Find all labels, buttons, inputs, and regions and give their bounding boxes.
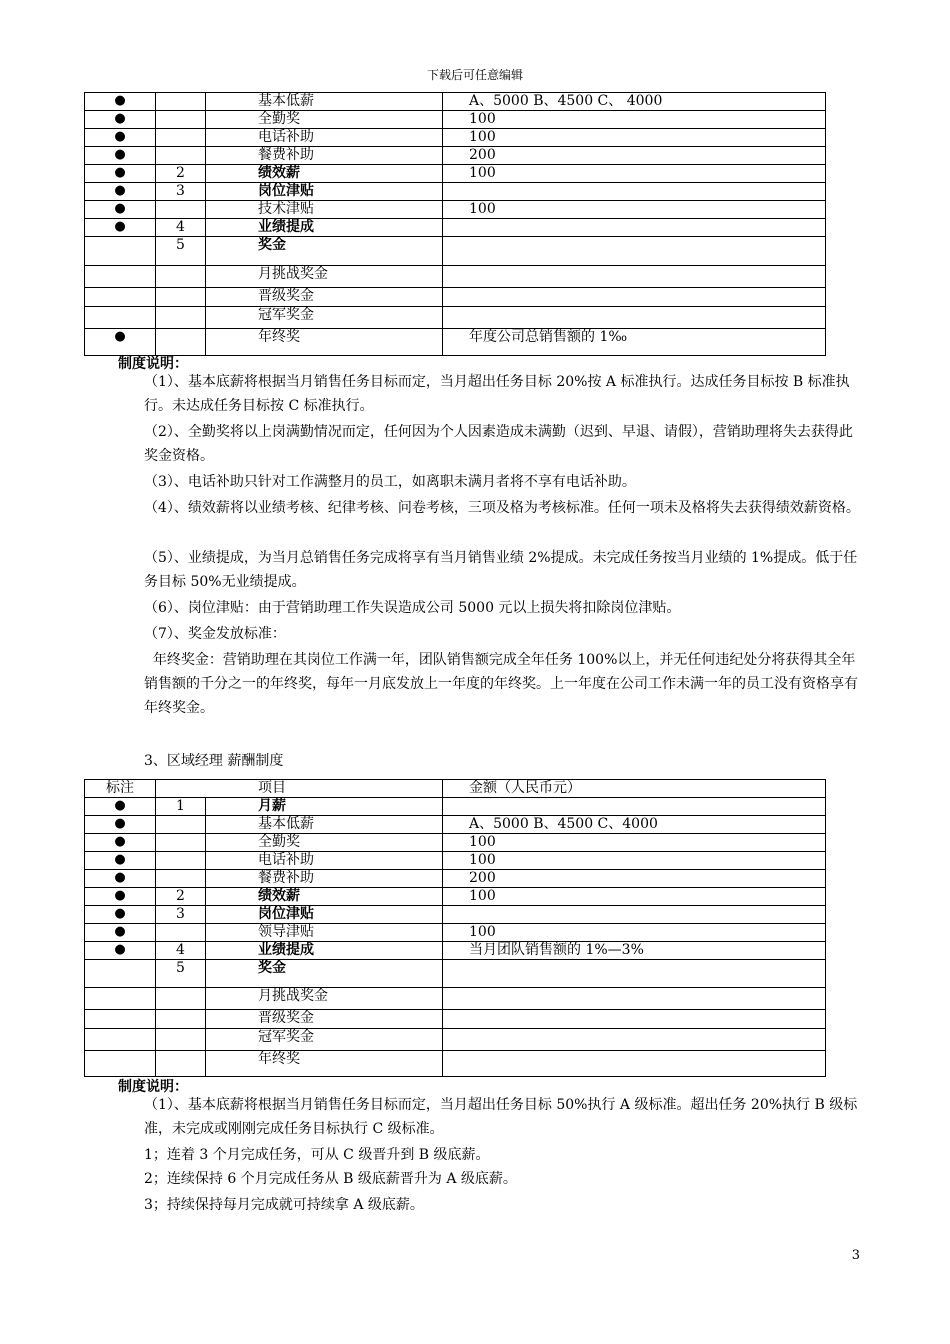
row-item: 电话补助 [206, 852, 443, 870]
row-item: 年终奖 [206, 1051, 443, 1077]
table-row [85, 834, 826, 852]
row-amount [443, 266, 826, 288]
notes-paragraph: 1；连着 3 个月完成任务，可从 C 级晋升到 B 级底薪。 [144, 1147, 490, 1163]
notes-paragraph: （3）、电话补助只针对工作满整月的员工，如离职未满月者将不享有电话补助。 [144, 474, 636, 490]
salary-table-sales-assistant [84, 92, 826, 356]
row-mark: ● [85, 798, 156, 816]
row-mark: ● [85, 816, 156, 834]
table-row [85, 852, 826, 870]
table-row [85, 888, 826, 906]
row-item: 业绩提成 [206, 219, 443, 237]
row-mark: ● [85, 942, 156, 960]
row-mark [85, 266, 156, 288]
row-number [156, 111, 206, 129]
row-mark [85, 288, 156, 307]
row-number [156, 93, 206, 111]
table-row [85, 165, 826, 183]
table-row [85, 237, 826, 266]
row-amount [443, 1010, 826, 1029]
row-mark: ● [85, 834, 156, 852]
header-item: 项目 [156, 780, 443, 798]
row-number [156, 1010, 206, 1029]
row-mark [85, 960, 156, 988]
row-item: 业绩提成 [206, 942, 443, 960]
row-number [156, 816, 206, 834]
row-mark: ● [85, 852, 156, 870]
table-row [85, 288, 826, 307]
table-row [85, 111, 826, 129]
row-amount: A、5000 B、4500 C、4000 [443, 816, 826, 834]
row-item: 基本低薪 [206, 816, 443, 834]
notes-paragraph: （6）、岗位津贴：由于营销助理工作失误造成公司 5000 元以上损失将扣除岗位津贴。 [144, 600, 681, 616]
row-item: 全勤奖 [206, 834, 443, 852]
row-amount [443, 798, 826, 816]
row-mark: ● [85, 129, 156, 147]
row-number: 2 [156, 888, 206, 906]
row-number: 3 [156, 183, 206, 201]
row-amount: 当月团队销售额的 1%—3% [443, 942, 826, 960]
row-number [156, 329, 206, 356]
row-mark: ● [85, 906, 156, 924]
row-item: 月挑战奖金 [206, 266, 443, 288]
page-number: 3 [851, 1248, 860, 1263]
row-number: 4 [156, 219, 206, 237]
row-number: 1 [156, 798, 206, 816]
notes-paragraph: （2）、全勤奖将以上岗满勤情况而定，任何因为个人因素造成未满勤（迟到、早退、请假），营销助理将失去获得此奖金资格。 [144, 424, 853, 464]
row-amount: 100 [443, 924, 826, 942]
row-mark: ● [85, 183, 156, 201]
table-row [85, 988, 826, 1010]
table-row [85, 1029, 826, 1051]
row-number [156, 1029, 206, 1051]
notes-paragraph: （7）、奖金发放标准： [144, 626, 286, 642]
row-mark: ● [85, 111, 156, 129]
table-row [85, 219, 826, 237]
row-mark [85, 237, 156, 266]
row-mark [85, 988, 156, 1010]
row-item: 月挑战奖金 [206, 988, 443, 1010]
row-mark [85, 1029, 156, 1051]
notes-title: 制度说明： [118, 1079, 188, 1095]
row-amount [443, 237, 826, 266]
row-number: 4 [156, 942, 206, 960]
page-header: 下载后可任意编辑 [426, 68, 523, 82]
row-mark [85, 1051, 156, 1077]
row-item: 月薪 [206, 798, 443, 816]
row-amount: 100 [443, 888, 826, 906]
row-amount: 100 [443, 165, 826, 183]
row-mark: ● [85, 924, 156, 942]
table-row [85, 93, 826, 111]
table-row [85, 147, 826, 165]
row-item: 全勤奖 [206, 111, 443, 129]
header-mark: 标注 [85, 780, 156, 798]
table-row [85, 960, 826, 988]
row-number [156, 307, 206, 329]
row-amount: A、5000 B、4500 C、 4000 [443, 93, 826, 111]
row-amount [443, 183, 826, 201]
row-item: 冠军奖金 [206, 1029, 443, 1051]
row-number: 5 [156, 960, 206, 988]
table-row [85, 266, 826, 288]
table-row [85, 183, 826, 201]
notes-paragraph: （4）、绩效薪将以业绩考核、纪律考核、问卷考核，三项及格为考核标准。任何一项未及格将失去获得绩效薪资格。 [144, 500, 860, 516]
row-amount [443, 1051, 826, 1077]
row-mark: ● [85, 201, 156, 219]
row-amount: 100 [443, 111, 826, 129]
table-header-row [85, 780, 826, 798]
row-item: 奖金 [206, 960, 443, 988]
table-row [85, 906, 826, 924]
row-number: 3 [156, 906, 206, 924]
notes-paragraph: （5）、业绩提成，为当月总销售任务完成将享有当月销售业绩 2%提成。未完成任务按当月业绩的 1%提成。低于任务目标 50%无业绩提成。 [144, 550, 858, 590]
row-mark: ● [85, 147, 156, 165]
table-row [85, 798, 826, 816]
row-amount [443, 906, 826, 924]
row-number [156, 288, 206, 307]
row-number [156, 1051, 206, 1077]
row-number [156, 834, 206, 852]
row-item: 基本低薪 [206, 93, 443, 111]
row-mark: ● [85, 888, 156, 906]
row-amount: 100 [443, 201, 826, 219]
row-amount [443, 960, 826, 988]
row-mark: ● [85, 870, 156, 888]
notes-title: 制度说明： [118, 356, 188, 372]
table-row [85, 1010, 826, 1029]
table-row [85, 1051, 826, 1077]
table-row [85, 924, 826, 942]
row-amount: 200 [443, 147, 826, 165]
row-mark: ● [85, 219, 156, 237]
row-number: 5 [156, 237, 206, 266]
row-item: 领导津贴 [206, 924, 443, 942]
row-item: 电话补助 [206, 129, 443, 147]
row-amount: 年度公司总销售额的 1‰ [443, 329, 826, 356]
notes-paragraph: 2；连续保持 6 个月完成任务从 B 级底薪晋升为 A 级底薪。 [144, 1171, 517, 1187]
row-number [156, 147, 206, 165]
row-number [156, 988, 206, 1010]
row-mark [85, 1010, 156, 1029]
row-amount: 200 [443, 870, 826, 888]
row-item: 技术津贴 [206, 201, 443, 219]
row-mark: ● [85, 329, 156, 356]
notes-paragraph: （1）、基本底薪将根据当月销售任务目标而定，当月超出任务目标 50%执行 A 级标准。超出任务 20%执行 B 级标准，未完成或刚刚完成任务目标执行 C 级标准。 [144, 1097, 858, 1137]
row-item: 晋级奖金 [206, 288, 443, 307]
table-row [85, 307, 826, 329]
row-number [156, 129, 206, 147]
row-amount: 100 [443, 129, 826, 147]
row-amount [443, 1029, 826, 1051]
row-number [156, 852, 206, 870]
table-row [85, 942, 826, 960]
row-item: 冠军奖金 [206, 307, 443, 329]
table-row [85, 329, 826, 356]
row-amount [443, 307, 826, 329]
row-amount: 100 [443, 834, 826, 852]
row-item: 晋级奖金 [206, 1010, 443, 1029]
salary-table-regional-manager [84, 779, 826, 1077]
row-mark [85, 307, 156, 329]
row-amount [443, 988, 826, 1010]
row-amount: 100 [443, 852, 826, 870]
row-item: 餐费补助 [206, 870, 443, 888]
row-item: 岗位津贴 [206, 906, 443, 924]
row-number [156, 266, 206, 288]
row-item: 年终奖 [206, 329, 443, 356]
table-row [85, 201, 826, 219]
table-row [85, 129, 826, 147]
row-item: 绩效薪 [206, 888, 443, 906]
table-row [85, 816, 826, 834]
notes-paragraph: （1）、基本底薪将根据当月销售任务目标而定，当月超出任务目标 20%按 A 标准执行。达成任务目标按 B 标准执行。未达成任务目标按 C 标准执行。 [144, 374, 850, 414]
header-amount: 金额（人民币元） [443, 780, 826, 798]
row-item: 奖金 [206, 237, 443, 266]
row-number: 2 [156, 165, 206, 183]
row-item: 餐费补助 [206, 147, 443, 165]
table-row [85, 870, 826, 888]
row-mark: ● [85, 93, 156, 111]
section-title: 3、区域经理 薪酬制度 [144, 753, 284, 769]
row-amount [443, 288, 826, 307]
notes-paragraph: 年终奖金：营销助理在其岗位工作满一年，团队销售额完成全年任务 100%以上，并无任何违纪处分将获得其全年销售额的千分之一的年终奖，每年一月底发放上一年度的年终奖。上一年度在公司工作未满一年的员工没有资格享有年终奖金。 [144, 652, 858, 716]
row-amount [443, 219, 826, 237]
row-mark: ● [85, 165, 156, 183]
row-item: 绩效薪 [206, 165, 443, 183]
row-number [156, 201, 206, 219]
notes-paragraph: 3；持续保持每月完成就可持续拿 A 级底薪。 [144, 1197, 424, 1213]
row-number [156, 924, 206, 942]
row-item: 岗位津贴 [206, 183, 443, 201]
row-number [156, 870, 206, 888]
